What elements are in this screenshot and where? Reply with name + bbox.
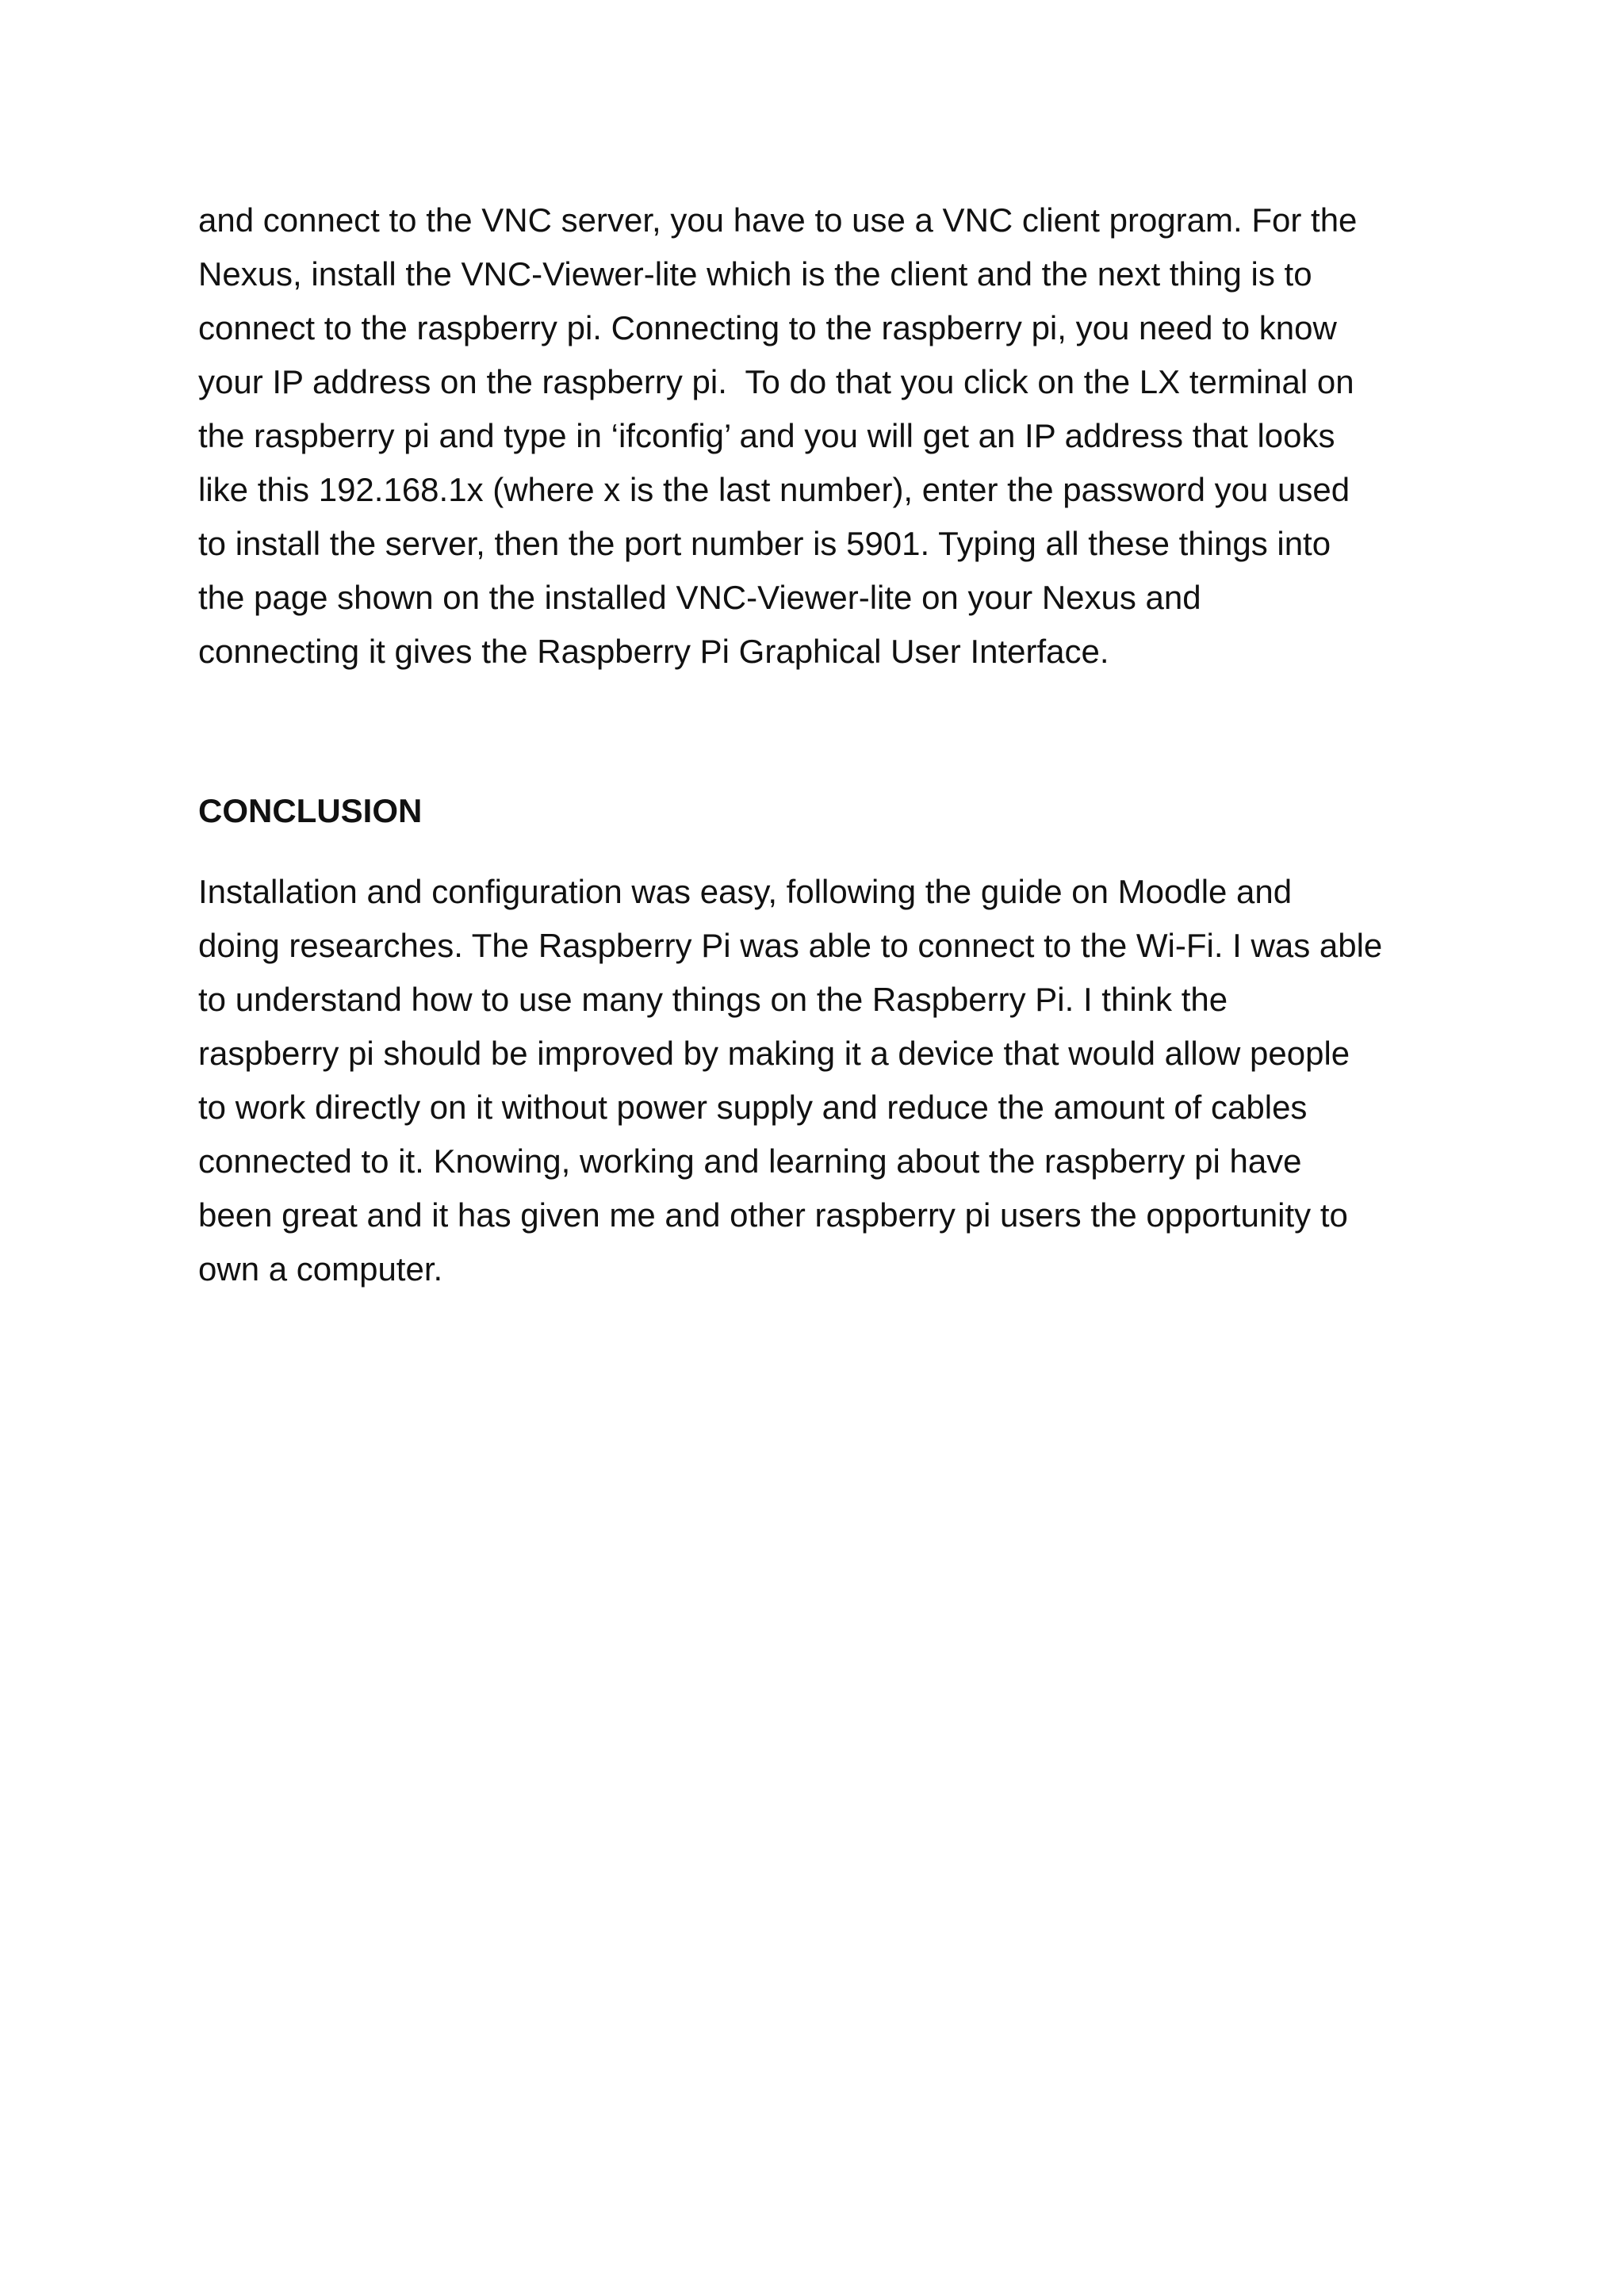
paragraph-line: to understand how to use many things on the Raspberry Pi. I think the xyxy=(198,981,1228,1018)
paragraph-line: connect to the raspberry pi. Connecting to the raspberry pi, you need to know xyxy=(198,309,1337,346)
conclusion-paragraph xyxy=(198,865,1443,1296)
conclusion-heading: CONCLUSION xyxy=(198,792,423,829)
paragraph-line: own a computer. xyxy=(198,1250,443,1288)
vnc-instructions-paragraph xyxy=(198,193,1443,679)
document-body xyxy=(198,193,1443,1296)
paragraph-line: raspberry pi should be improved by making it a device that would allow people xyxy=(198,1035,1350,1072)
paragraph-line: and connect to the VNC server, you have to use a VNC client program. For the xyxy=(198,201,1358,239)
paragraph-line: to install the server, then the port number is 5901. Typing all these things into xyxy=(198,525,1331,562)
paragraph-line: been great and it has given me and other raspberry pi users the opportunity to xyxy=(198,1196,1348,1234)
paragraph-line: to work directly on it without power supply and reduce the amount of cables xyxy=(198,1089,1308,1126)
paragraph-line: Installation and configuration was easy, following the guide on Moodle and xyxy=(198,873,1293,910)
paragraph-line: the raspberry pi and type in ‘ifconfig’ and you will get an IP address that looks xyxy=(198,417,1335,454)
paragraph-line: connected to it. Knowing, working and learning about the raspberry pi have xyxy=(198,1142,1302,1180)
paragraph-line: your IP address on the raspberry pi. To do that you click on the LX terminal on xyxy=(198,363,1354,400)
paragraph-line: the page shown on the installed VNC-Viewer-lite on your Nexus and xyxy=(198,579,1201,616)
paragraph-line: connecting it gives the Raspberry Pi Graphical User Interface. xyxy=(198,633,1109,670)
paragraph-line: Nexus, install the VNC-Viewer-lite which is the client and the next thing is to xyxy=(198,255,1312,293)
paragraph-line: like this 192.168.1x (where x is the last number), enter the password you used xyxy=(198,471,1350,508)
paragraph-line: doing researches. The Raspberry Pi was able to connect to the Wi-Fi. I was able xyxy=(198,927,1383,964)
